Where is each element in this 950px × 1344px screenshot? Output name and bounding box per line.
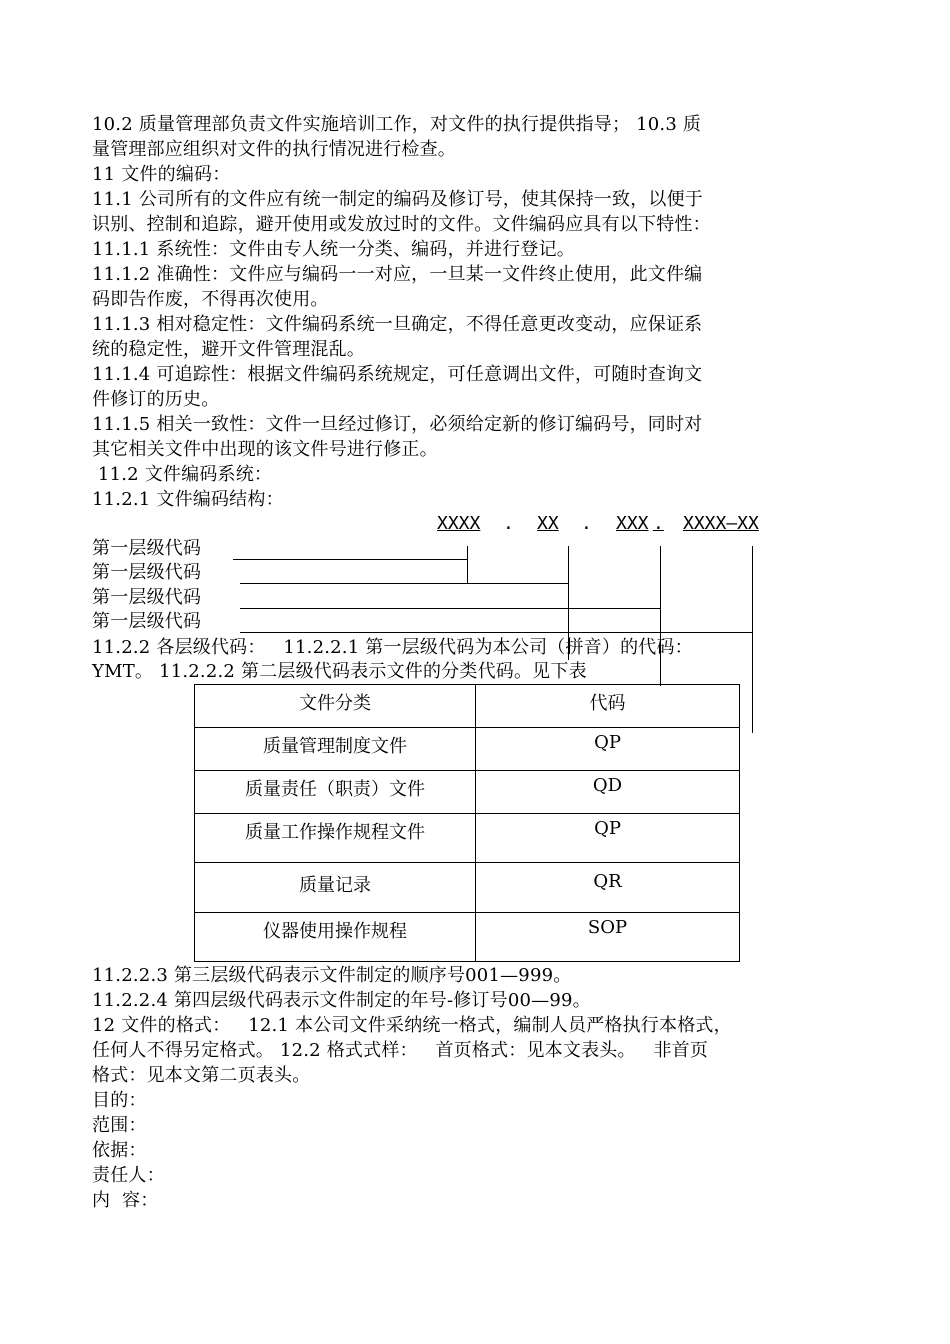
code-dot-1: .: [503, 513, 514, 534]
header-category: 文件分类: [195, 685, 476, 728]
paragraph-10-2: 10.2 质量管理部负责文件实施培训工作，对文件的执行提供指导； 10.3 质: [92, 114, 702, 135]
row-category: 质量管理制度文件: [195, 728, 476, 771]
connector-4: [752, 546, 753, 733]
field-purpose: 目的：: [92, 1090, 147, 1111]
paragraph-11-1-2-cont: 码即告作废，不得再次使用。: [92, 289, 329, 310]
field-basis: 依据：: [92, 1140, 147, 1161]
paragraph-10-3-cont: 量管理部应组织对文件的执行情况进行检查。: [92, 139, 456, 160]
paragraph-11-1-5-cont: 其它相关文件中出现的该文件号进行修正。: [92, 439, 438, 460]
paragraph-11-1-1: 11.1.1 系统性：文件由专人统一分类、编码，并进行登记。: [92, 239, 575, 260]
paragraph-11-1-cont: 识别、控制和追踪，避开使用或发放过时的文件。文件编码应具有以下特性：: [92, 214, 711, 235]
classification-table: [194, 684, 740, 962]
row-category: 质量责任（职责）文件: [195, 771, 476, 814]
paragraph-11-2-2-3: 11.2.2.3 第三层级代码表示文件制定的顺序号001—999。: [92, 965, 572, 986]
table-row: [195, 814, 740, 863]
table-header-row: [195, 685, 740, 728]
row-code: QR: [476, 863, 740, 913]
paragraph-11-2-2: 11.2.2 各层级代码： 11.2.2.1 第一层级代码为本公司（拼音）的代码：: [92, 637, 693, 658]
connector-3: [660, 546, 661, 686]
level-label-2: 第一层级代码: [92, 562, 202, 583]
paragraph-11-1: 11.1 公司所有的文件应有统一制定的编码及修订号，使其保持一致，以便于: [92, 189, 703, 210]
row-category: 质量记录: [195, 863, 476, 913]
row-code: QP: [476, 814, 740, 863]
code-part-category: XX: [537, 513, 559, 534]
section-11-heading: 11 文件的编码：: [92, 164, 231, 185]
field-responsible: 责任人：: [92, 1165, 165, 1186]
paragraph-11-1-2: 11.1.2 准确性：文件应与编码一一对应，一旦某一文件终止使用，此文件编: [92, 264, 703, 285]
paragraph-11-1-3: 11.1.3 相对稳定性：文件编码系统一旦确定，不得任意更改变动，应保证系: [92, 314, 703, 335]
code-dot-2: .: [581, 513, 592, 534]
row-code: SOP: [476, 913, 740, 962]
row-category: 仪器使用操作规程: [195, 913, 476, 962]
leader-line-3: [240, 608, 660, 609]
code-part-company: XXXX: [437, 513, 481, 534]
section-11-2-heading: 11.2 文件编码系统：: [92, 464, 273, 485]
field-scope: 范围：: [92, 1115, 147, 1136]
leader-line-4: [240, 632, 752, 633]
row-code: QD: [476, 771, 740, 814]
paragraph-11-2-2-4: 11.2.2.4 第四层级代码表示文件制定的年号-修订号00—99。: [92, 990, 591, 1011]
paragraph-12-cont-2: 格式：见本文第二页表头。: [92, 1065, 311, 1086]
paragraph-11-2-1: 11.2.1 文件编码结构：: [92, 489, 284, 510]
table-row: [195, 728, 740, 771]
paragraph-11-1-5: 11.1.5 相关一致性：文件一旦经过修订，必须给定新的修订编码号，同时对: [92, 414, 703, 435]
table-row: [195, 863, 740, 913]
paragraph-11-2-2-1-cont: YMT。 11.2.2.2 第二层级代码表示文件的分类代码。见下表: [92, 661, 587, 682]
level-label-4: 第一层级代码: [92, 611, 202, 632]
field-content: 内 容：: [92, 1190, 159, 1211]
level-label-3: 第一层级代码: [92, 587, 202, 608]
code-part-sequence: XXX: [616, 513, 649, 534]
header-code: 代码: [476, 685, 740, 728]
table-row: [195, 913, 740, 962]
paragraph-11-1-4: 11.1.4 可追踪性：根据文件编码系统规定，可任意调出文件，可随时查询文: [92, 364, 703, 385]
row-code: QP: [476, 728, 740, 771]
leader-line-1: [233, 559, 467, 560]
row-category: 质量工作操作规程文件: [195, 814, 476, 863]
code-part-year-revision: XXXX—XX: [683, 513, 759, 534]
leader-line-2: [240, 583, 568, 584]
paragraph-11-1-4-cont: 件修订的历史。: [92, 389, 220, 410]
code-dot-3: .: [653, 513, 664, 534]
table-row: [195, 771, 740, 814]
paragraph-11-1-3-cont: 统的稳定性，避开文件管理混乱。: [92, 339, 365, 360]
paragraph-12: 12 文件的格式： 12.1 本公司文件采纳统一格式，编制人员严格执行本格式，: [92, 1015, 732, 1036]
level-label-1: 第一层级代码: [92, 538, 202, 559]
paragraph-12-cont: 任何人不得另定格式。 12.2 格式式样： 首页格式：见本文表头。 非首页: [92, 1040, 709, 1061]
connector-1: [467, 546, 468, 583]
